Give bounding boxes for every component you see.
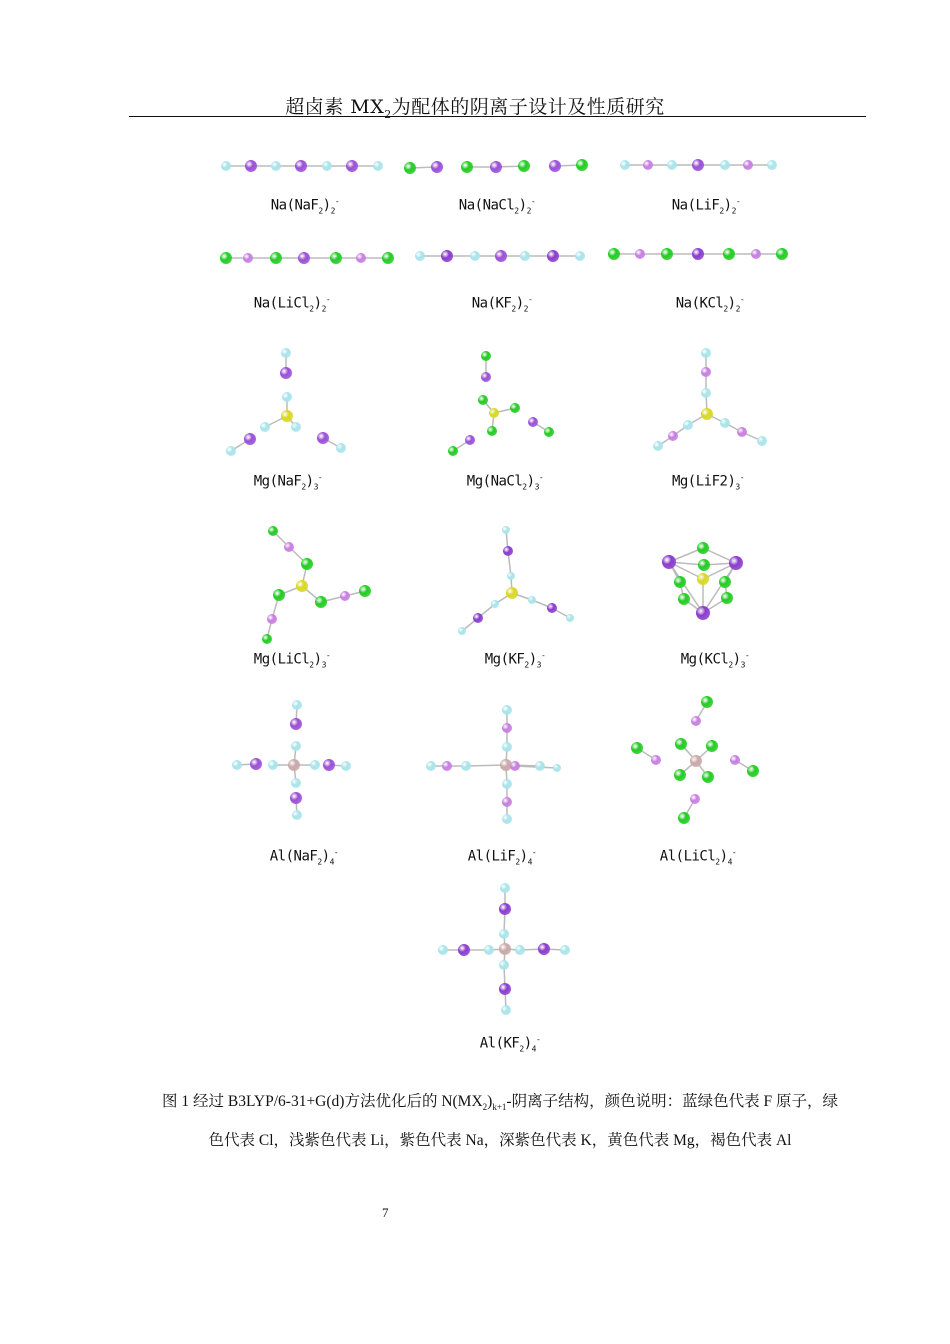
molecule-mg-lif2: [653, 348, 767, 451]
chlorine-atom: [487, 426, 497, 436]
lithium-atom: [340, 591, 350, 601]
lithium-atom: [510, 761, 520, 771]
molecule-al-kf2: [438, 883, 570, 1015]
fluorine-atom: [458, 627, 466, 635]
fluorine-atom: [322, 161, 332, 171]
fluorine-atom: [500, 883, 510, 893]
chlorine-atom: [262, 634, 272, 644]
molecule-label-mg-naf2: $Mg(NaF_2)_3^-$: [253, 473, 323, 492]
sodium-atom: [495, 250, 507, 262]
potassium-atom: [538, 943, 550, 955]
potassium-atom: [503, 546, 513, 556]
molecule-label-na-kf2: $Na(KF_2)_2^-$: [471, 295, 533, 314]
molecule-label-al-kf2: $Al(KF_2)_4^-$: [479, 1035, 541, 1054]
fluorine-atom: [268, 760, 278, 770]
fluorine-atom: [438, 945, 448, 955]
sodium-atom: [245, 160, 257, 172]
chlorine-atom: [701, 696, 713, 708]
molecule-label-al-lif2: $Al(LiF_2)_4^-$: [467, 848, 537, 867]
fluorine-atom: [620, 160, 630, 170]
fluorine-atom: [502, 779, 512, 789]
potassium-atom: [729, 556, 743, 570]
fluorine-atom: [336, 443, 346, 453]
molecule-label-al-licl2: $Al(LiCl_2)_4^-$: [659, 848, 737, 867]
chlorine-atom: [674, 769, 686, 781]
fluorine-atom: [271, 161, 281, 171]
fluorine-atom: [260, 422, 270, 432]
lithium-atom: [751, 249, 761, 259]
molecule-label-mg-kcl2: $Mg(KCl_2)_3^-$: [680, 651, 750, 670]
molecule-mg-licl2: [262, 526, 371, 644]
potassium-atom: [441, 250, 453, 262]
lithium-atom: [643, 160, 653, 170]
chlorine-atom: [719, 576, 731, 588]
fluorine-atom: [507, 572, 515, 580]
molecule-label-na-nacl2: $Na(NaCl_2)_2^-$: [458, 197, 536, 216]
sodium-atom: [298, 252, 310, 264]
page-number: 7: [382, 1205, 389, 1220]
chlorine-atom: [330, 252, 342, 264]
caption-text: 图 1 经过 B3LYP/6-31+G(d)方法优化后的 N(MX: [162, 1093, 483, 1110]
sodium-atom: [290, 718, 302, 730]
molecule-al-lif2: [426, 705, 561, 824]
chlorine-atom: [631, 742, 643, 754]
molecule-na-kcl2: [608, 248, 788, 260]
molecule-na-naf2: [221, 160, 383, 172]
aluminum-atom: [288, 759, 300, 771]
fluorine-atom: [720, 160, 730, 170]
figure-caption-line-2: 色代表 Cl，浅紫色代表 Li，紫色代表 Na，深紫色代表 K，黄色代表 Mg，褐色代表 Al: [208, 1132, 792, 1149]
lithium-atom: [356, 253, 366, 263]
chlorine-atom: [518, 160, 530, 172]
molecule-label-mg-lif2: $Mg(LiF2)_3^-$: [671, 473, 745, 492]
potassium-atom: [499, 983, 511, 995]
lithium-atom: [737, 427, 747, 437]
lithium-atom: [730, 755, 740, 765]
fluorine-atom: [566, 614, 574, 622]
fluorine-atom: [757, 436, 767, 446]
lithium-atom: [284, 542, 294, 552]
sodium-atom: [244, 433, 256, 445]
fluorine-atom: [499, 960, 509, 970]
sodium-atom: [431, 161, 443, 173]
fluorine-atom: [291, 741, 301, 751]
fluorine-atom: [292, 810, 302, 820]
lithium-atom: [743, 160, 753, 170]
chlorine-atom: [661, 248, 673, 260]
chlorine-atom: [404, 162, 416, 174]
magnesium-atom: [489, 408, 499, 418]
chlorine-atom: [675, 738, 687, 750]
fluorine-atom: [282, 392, 292, 402]
molecule-na-nacl2: [404, 159, 588, 174]
chlorine-atom: [220, 252, 232, 264]
fluorine-atom: [281, 348, 291, 358]
chlorine-atom: [478, 395, 488, 405]
chlorine-atom: [544, 427, 554, 437]
chlorine-atom: [315, 596, 327, 608]
fluorine-atom: [484, 945, 494, 955]
chlorine-atom: [697, 542, 709, 554]
chlorine-atom: [698, 559, 710, 571]
fluorine-atom: [720, 418, 730, 428]
fluorine-atom: [520, 251, 530, 261]
chlorine-atom: [678, 812, 690, 824]
molecule-na-kf2: [415, 250, 585, 262]
header-title-subscript: 2: [384, 107, 392, 121]
chlorine-atom: [678, 593, 690, 605]
sodium-atom: [490, 161, 502, 173]
fluorine-atom: [515, 945, 525, 955]
potassium-atom: [473, 613, 483, 623]
fluorine-atom: [491, 600, 499, 608]
molecule-label-mg-nacl2: $Mg(NaCl_2)_3^-$: [466, 473, 544, 492]
molecule-na-lif2: [620, 159, 777, 171]
molecule-label-na-lif2: $Na(LiF_2)_2^-$: [671, 197, 741, 216]
fluorine-atom: [292, 700, 302, 710]
caption-text: -阴离子结构，颜色说明：蓝绿色代表 F 原子，绿: [506, 1093, 838, 1110]
chlorine-atom: [776, 248, 788, 260]
molecule-mg-nacl2: [448, 351, 554, 456]
fluorine-atom: [535, 761, 545, 771]
chlorine-atom: [721, 592, 733, 604]
aluminum-atom: [499, 943, 511, 955]
molecule-label-mg-kf2: $Mg(KF_2)_3^-$: [484, 651, 546, 670]
lithium-atom: [690, 794, 700, 804]
lithium-atom: [691, 716, 701, 726]
magnesium-atom: [506, 587, 518, 599]
molecule-label-na-kcl2: $Na(KCl_2)_2^-$: [675, 295, 745, 314]
chlorine-atom: [301, 558, 313, 570]
molecule-label-na-licl2: $Na(LiCl_2)_2^-$: [253, 295, 331, 314]
lithium-atom: [502, 723, 512, 733]
magnesium-atom: [281, 410, 293, 422]
sodium-atom: [346, 160, 358, 172]
caption-text: ): [487, 1093, 493, 1110]
header-title-prefix: 超卤素 MX: [285, 96, 385, 118]
fluorine-atom: [502, 742, 512, 752]
caption-subscript: k+1: [492, 1102, 507, 1113]
lithium-atom: [442, 761, 452, 771]
chlorine-atom: [723, 248, 735, 260]
fluorine-atom: [528, 596, 536, 604]
fluorine-atom: [373, 161, 383, 171]
header-title-suffix: 为配体的阴离子设计及性质研究: [391, 96, 665, 118]
molecule-label-al-naf2: $Al(NaF_2)_4^-$: [269, 848, 339, 867]
potassium-atom: [662, 555, 676, 569]
fluorine-atom: [502, 526, 510, 534]
fluorine-atom: [291, 422, 301, 432]
lithium-atom: [635, 249, 645, 259]
chlorine-atom: [747, 765, 759, 777]
lithium-atom: [502, 797, 512, 807]
fluorine-atom: [221, 161, 231, 171]
fluorine-atom: [667, 160, 677, 170]
fluorine-atom: [341, 761, 351, 771]
sodium-atom: [317, 432, 329, 444]
bond-line: [669, 562, 703, 613]
chlorine-atom: [702, 771, 714, 783]
lithium-atom: [701, 367, 711, 377]
fluorine-atom: [501, 1005, 511, 1015]
potassium-atom: [547, 603, 557, 613]
sodium-atom: [549, 160, 561, 172]
chlorine-atom: [706, 740, 718, 752]
fluorine-atom: [291, 778, 301, 788]
molecule-label-mg-licl2: $Mg(LiCl_2)_3^-$: [253, 651, 331, 670]
potassium-atom: [499, 903, 511, 915]
lithium-atom: [243, 253, 253, 263]
molecule-mg-naf2: [226, 348, 346, 456]
fluorine-atom: [575, 251, 585, 261]
molecule-na-licl2: [220, 252, 394, 264]
chlorine-atom: [448, 446, 458, 456]
chlorine-atom: [268, 526, 278, 536]
sodium-atom: [692, 159, 704, 171]
sodium-atom: [465, 435, 475, 445]
fluorine-atom: [461, 761, 471, 771]
chlorine-atom: [481, 351, 491, 361]
magnesium-atom: [697, 573, 709, 585]
fluorine-atom: [499, 929, 509, 939]
fluorine-atom: [560, 945, 570, 955]
lithium-atom: [668, 431, 678, 441]
caption-subscript: 2: [482, 1102, 488, 1113]
aluminum-atom: [690, 755, 702, 767]
chlorine-atom: [270, 252, 282, 264]
sodium-atom: [528, 417, 538, 427]
fluorine-atom: [653, 441, 663, 451]
chlorine-atom: [576, 159, 588, 171]
sodium-atom: [290, 792, 302, 804]
sodium-atom: [323, 759, 335, 771]
molecule-al-licl2: [631, 696, 759, 824]
potassium-atom: [696, 606, 710, 620]
lithium-atom: [267, 614, 277, 624]
sodium-atom: [250, 758, 262, 770]
fluorine-atom: [502, 814, 512, 824]
chlorine-atom: [273, 589, 285, 601]
magnesium-atom: [296, 580, 308, 592]
potassium-atom: [458, 944, 470, 956]
potassium-atom: [692, 248, 704, 260]
fluorine-atom: [415, 251, 425, 261]
molecule-mg-kf2: [458, 526, 574, 635]
fluorine-atom: [226, 446, 236, 456]
chlorine-atom: [461, 161, 473, 173]
molecule-al-naf2: [232, 700, 351, 820]
sodium-atom: [295, 160, 307, 172]
fluorine-atom: [470, 251, 480, 261]
chlorine-atom: [608, 248, 620, 260]
fluorine-atom: [232, 760, 242, 770]
potassium-atom: [547, 250, 559, 262]
bond-line: [466, 765, 506, 766]
chlorine-atom: [359, 585, 371, 597]
fluorine-atom: [426, 761, 436, 771]
fluorine-atom: [701, 388, 711, 398]
lithium-atom: [651, 755, 661, 765]
sodium-atom: [280, 367, 292, 379]
fluorine-atom: [701, 348, 711, 358]
fluorine-atom: [553, 764, 561, 772]
sodium-atom: [481, 372, 491, 382]
fluorine-atom: [502, 705, 512, 715]
chlorine-atom: [510, 403, 520, 413]
molecule-mg-kcl2: [662, 542, 743, 620]
chlorine-atom: [382, 252, 394, 264]
figure-caption-line-1: [130, 1089, 870, 1112]
fluorine-atom: [310, 760, 320, 770]
chlorine-atom: [674, 576, 686, 588]
molecule-label-na-naf2: $Na(NaF_2)_2^-$: [270, 197, 340, 216]
fluorine-atom: [767, 160, 777, 170]
magnesium-atom: [701, 408, 713, 420]
fluorine-atom: [683, 420, 693, 430]
